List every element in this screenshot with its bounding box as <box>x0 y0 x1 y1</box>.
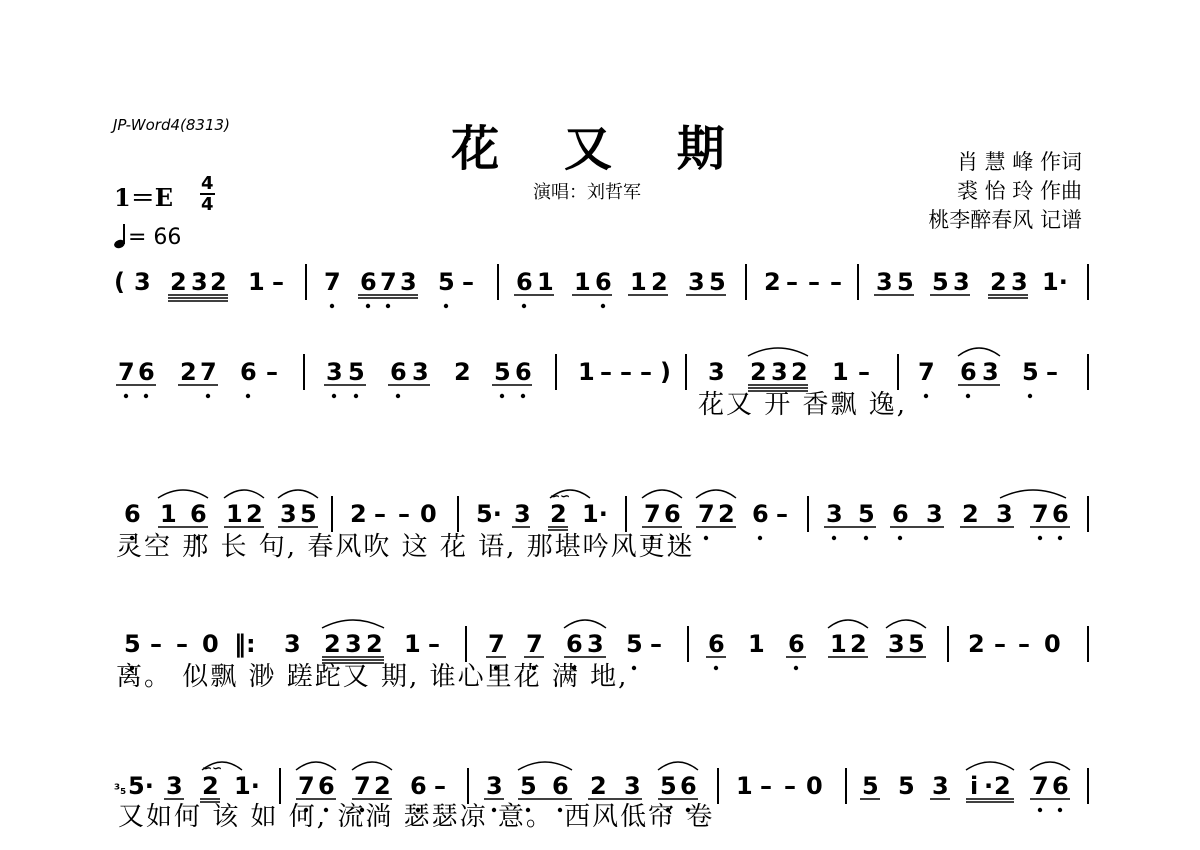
notation-line-2 <box>0 336 1200 416</box>
slur-arc <box>322 620 384 628</box>
note-3-8: 2 <box>350 500 367 528</box>
note-1-5: 1 <box>248 268 265 296</box>
note-3-16: 1· <box>582 500 608 528</box>
note-2-10: 3 <box>412 358 429 386</box>
note-2-8: 5 <box>348 358 365 386</box>
note-5-27: 5 <box>898 772 915 800</box>
note-2-23: 3 <box>771 358 788 386</box>
note-4-22: 1 <box>830 630 847 658</box>
lyricist-credit: 肖 慧 峰 作词 <box>956 150 1082 174</box>
note-4-17: – <box>650 630 662 658</box>
lower-octave-dot <box>522 304 526 308</box>
note-2-24: 2 <box>791 358 808 386</box>
note-1-22: 5 <box>709 268 726 296</box>
song-title: 花 又 期 <box>451 121 749 177</box>
lower-octave-dot <box>354 394 358 398</box>
slur-arc <box>278 490 318 498</box>
note-5-3: 2 <box>202 772 219 800</box>
note-1-6: – <box>272 268 284 296</box>
time-signature <box>200 174 215 214</box>
note-3-6: 5 <box>300 500 317 528</box>
note-3-4: 2 <box>246 500 263 528</box>
lower-octave-dot <box>521 394 525 398</box>
note-2-19: ) <box>660 358 671 386</box>
trill-mark: ∽∽ <box>550 489 571 503</box>
note-2-13: 6 <box>515 358 532 386</box>
note-1-2: 2 <box>170 268 187 296</box>
note-4-24: 3 <box>888 630 905 658</box>
note-5-6: 7 <box>298 772 315 800</box>
note-1-4: 2 <box>210 268 227 296</box>
note-2-25: 1 <box>832 358 849 386</box>
note-2-11: 2 <box>454 358 471 386</box>
note-1-30: 5 <box>897 268 914 296</box>
singer-credit: 演唱：刘哲军 <box>533 182 641 203</box>
composer-credit: 裘 怡 玲 作曲 <box>956 179 1082 203</box>
lower-octave-dot <box>864 536 868 540</box>
transcriber-credit: 桃李醉春风 记谱 <box>928 208 1082 232</box>
note-4-9: 1 <box>404 630 421 658</box>
note-3-27: 6 <box>892 500 909 528</box>
slur-arc <box>564 620 606 628</box>
note-5-32: 7 <box>1032 772 1049 800</box>
note-3-29: 2 <box>962 500 979 528</box>
lower-octave-dot <box>832 536 836 540</box>
lower-octave-dot <box>124 394 128 398</box>
lower-octave-dot <box>966 394 970 398</box>
lower-octave-dot <box>632 666 636 670</box>
note-1-10: 7 <box>380 268 397 296</box>
note-5-7: 6 <box>318 772 335 800</box>
note-3-30: 3 <box>996 500 1013 528</box>
note-1-17: 1 <box>574 268 591 296</box>
note-1-26: – <box>808 268 820 296</box>
note-2-18: – <box>640 358 652 386</box>
note-4-15: 3 <box>587 630 604 658</box>
lower-octave-dot <box>1058 536 1062 540</box>
note-1-11: 3 <box>400 268 417 296</box>
note-1-24: 2 <box>764 268 781 296</box>
note-3-26: 5 <box>858 500 875 528</box>
slur-arc <box>1030 762 1070 770</box>
note-3-25: 3 <box>826 500 843 528</box>
note-4-4: ‖: <box>234 630 256 658</box>
quarter-note-icon <box>114 224 128 248</box>
note-2-17: – <box>620 358 632 386</box>
note-4-21: 6 <box>788 630 805 658</box>
note-1-15: 6 <box>516 268 533 296</box>
note-5-33: 6 <box>1052 772 1069 800</box>
slur-arc <box>642 490 682 498</box>
lower-octave-dot <box>1038 808 1042 812</box>
slur-arc <box>1000 490 1066 498</box>
note-1-12: 5 <box>438 268 455 296</box>
note-4-6: 2 <box>324 630 341 658</box>
note-5-16: 2 <box>590 772 607 800</box>
note-5-4: 1· <box>234 772 260 800</box>
note-4-12: 7 <box>488 630 505 658</box>
note-5-11: – <box>434 772 446 800</box>
note-3-2: 6 <box>190 500 207 528</box>
note-5-15: 6 <box>552 772 569 800</box>
note-1-35: 1· <box>1042 268 1068 296</box>
note-3-10: – <box>398 500 410 528</box>
note-4-20: 1 <box>748 630 765 658</box>
note-4-2: – <box>176 630 188 658</box>
lower-octave-dot <box>898 536 902 540</box>
note-4-19: 6 <box>708 630 725 658</box>
note-5-23: – <box>784 772 796 800</box>
lyric-line-2: 灵空 那 长 句, 春风吹 这 花 语, 那堪吟风更迷 <box>116 532 695 562</box>
note-4-10: – <box>428 630 440 658</box>
key-signature: 1＝E <box>114 183 173 212</box>
meter-top: 4 <box>201 173 214 194</box>
note-3-21: 2 <box>718 500 735 528</box>
note-2-4: 6 <box>240 358 257 386</box>
note-1-29: 3 <box>876 268 893 296</box>
slur-arc <box>958 348 1000 356</box>
note-1-31: 5 <box>932 268 949 296</box>
note-1-25: – <box>786 268 798 296</box>
lower-octave-dot <box>714 666 718 670</box>
note-5-31: 2 <box>994 772 1011 800</box>
note-5-28: 3 <box>932 772 949 800</box>
lower-octave-dot <box>704 536 708 540</box>
lower-octave-dot <box>396 394 400 398</box>
slur-arc <box>518 762 572 770</box>
slur-arc <box>748 348 808 356</box>
note-3-23: – <box>776 500 788 528</box>
lower-octave-dot <box>1038 536 1042 540</box>
note-2-7: 3 <box>326 358 343 386</box>
author-credits <box>928 148 1082 235</box>
note-5-21: 1 <box>736 772 753 800</box>
note-2-15: 1 <box>578 358 595 386</box>
note-3-32: 6 <box>1052 500 1069 528</box>
note-3-28: 3 <box>926 500 943 528</box>
lower-octave-dot <box>500 394 504 398</box>
note-2-3: 7 <box>200 358 217 386</box>
note-4-28: – <box>994 630 1006 658</box>
note-2-16: – <box>600 358 612 386</box>
note-2-9: 6 <box>390 358 407 386</box>
note-4-16: 5 <box>626 630 643 658</box>
note-1-1: 3 <box>134 268 151 296</box>
note-1-33: 2 <box>990 268 1007 296</box>
note-3-9: – <box>374 500 386 528</box>
lower-octave-dot <box>206 394 210 398</box>
note-2-21: 3 <box>708 358 725 386</box>
note-3-3: 1 <box>226 500 243 528</box>
note-3-5: 3 <box>280 500 297 528</box>
lower-octave-dot <box>366 304 370 308</box>
note-3-18: 7 <box>644 500 661 528</box>
note-4-27: 2 <box>968 630 985 658</box>
note-2-1: 6 <box>138 358 155 386</box>
lower-octave-dot <box>444 304 448 308</box>
note-1-8: 7 <box>324 268 341 296</box>
note-5-13: 3 <box>486 772 503 800</box>
lyric-line-1: 花又 开 香飘 逸, <box>698 390 908 420</box>
note-1-0: ( <box>114 268 125 296</box>
note-2-29: 6 <box>960 358 977 386</box>
note-5-26: 5 <box>862 772 879 800</box>
slur-arc <box>352 762 392 770</box>
note-5-14: 5 <box>520 772 537 800</box>
note-5-29: i̇ <box>970 772 979 800</box>
lower-octave-dot <box>330 304 334 308</box>
note-2-5: – <box>266 358 278 386</box>
trill-mark: ∽∽ <box>202 761 223 775</box>
note-5-17: 3 <box>624 772 641 800</box>
note-1-3: 3 <box>191 268 208 296</box>
note-4-13: 7 <box>526 630 543 658</box>
note-1-27: – <box>830 268 842 296</box>
notation-line-1 <box>0 246 1200 326</box>
note-2-30: 3 <box>982 358 999 386</box>
note-2-2: 2 <box>180 358 197 386</box>
note-4-0: 5 <box>124 630 141 658</box>
note-3-11: 0 <box>420 500 437 528</box>
slur-arc <box>158 490 208 498</box>
note-4-7: 3 <box>345 630 362 658</box>
note-2-28: 7 <box>918 358 935 386</box>
note-2-32: – <box>1046 358 1058 386</box>
note-2-12: 5 <box>494 358 511 386</box>
note-5-2: 3 <box>166 772 183 800</box>
lower-octave-dot <box>1028 394 1032 398</box>
note-2-22: 2 <box>750 358 767 386</box>
note-5-10: 6 <box>410 772 427 800</box>
note-5-1: 5· <box>128 772 154 800</box>
note-3-20: 7 <box>698 500 715 528</box>
note-4-8: 2 <box>366 630 383 658</box>
note-4-29: – <box>1018 630 1030 658</box>
lower-octave-dot <box>332 394 336 398</box>
note-1-13: – <box>462 268 474 296</box>
tempo-value: = 66 <box>128 225 182 250</box>
note-1-20: 2 <box>651 268 668 296</box>
note-2-31: 5 <box>1022 358 1039 386</box>
note-5-19: 6 <box>680 772 697 800</box>
lyric-line-4: 又如何 该 如 何, 流淌 瑟瑟凉 意。 西风低帘 卷 <box>118 802 715 832</box>
note-3-14: 3 <box>514 500 531 528</box>
slur-arc <box>224 490 264 498</box>
note-1-21: 3 <box>688 268 705 296</box>
note-4-23: 2 <box>850 630 867 658</box>
note-2-0: 7 <box>118 358 135 386</box>
lower-octave-dot <box>144 394 148 398</box>
note-1-34: 3 <box>1011 268 1028 296</box>
note-1-32: 3 <box>953 268 970 296</box>
note-3-22: 6 <box>752 500 769 528</box>
note-1-19: 1 <box>630 268 647 296</box>
note-3-0: 6 <box>124 500 141 528</box>
slur-arc <box>828 620 868 628</box>
meter-bottom: 4 <box>201 194 214 215</box>
slur-arc <box>966 762 1014 770</box>
note-5-0: ³₅ <box>114 782 127 798</box>
note-5-8: 7 <box>354 772 371 800</box>
note-3-1: 1 <box>160 500 177 528</box>
note-3-31: 7 <box>1032 500 1049 528</box>
slur-arc <box>658 762 698 770</box>
note-4-1: – <box>150 630 162 658</box>
note-4-5: 3 <box>284 630 301 658</box>
note-5-24: 0 <box>806 772 823 800</box>
note-4-25: 5 <box>908 630 925 658</box>
note-3-13: 5· <box>476 500 502 528</box>
lower-octave-dot <box>794 666 798 670</box>
lower-octave-dot <box>601 304 605 308</box>
note-4-3: 0 <box>202 630 219 658</box>
note-2-26: – <box>858 358 870 386</box>
lower-octave-dot <box>758 536 762 540</box>
note-1-9: 6 <box>360 268 377 296</box>
lower-octave-dot <box>386 304 390 308</box>
lower-octave-dot <box>1058 808 1062 812</box>
note-1-18: 6 <box>595 268 612 296</box>
note-5-9: 2 <box>374 772 391 800</box>
software-watermark: JP-Word4(8313) <box>113 116 230 134</box>
slur-arc <box>696 490 736 498</box>
lyric-line-3: 离。 似飘 渺 蹉跎又 期, 谁心里花 满 地, <box>116 662 629 692</box>
slur-arc <box>296 762 336 770</box>
note-5-22: – <box>760 772 772 800</box>
lower-octave-dot <box>924 394 928 398</box>
note-4-30: 0 <box>1044 630 1061 658</box>
note-1-16: 1 <box>537 268 554 296</box>
note-4-14: 6 <box>566 630 583 658</box>
slur-arc <box>886 620 926 628</box>
note-5-18: 5 <box>660 772 677 800</box>
note-3-19: 6 <box>664 500 681 528</box>
lower-octave-dot <box>246 394 250 398</box>
note-5-30: · <box>984 772 994 800</box>
note-3-15: 2 <box>550 500 567 528</box>
